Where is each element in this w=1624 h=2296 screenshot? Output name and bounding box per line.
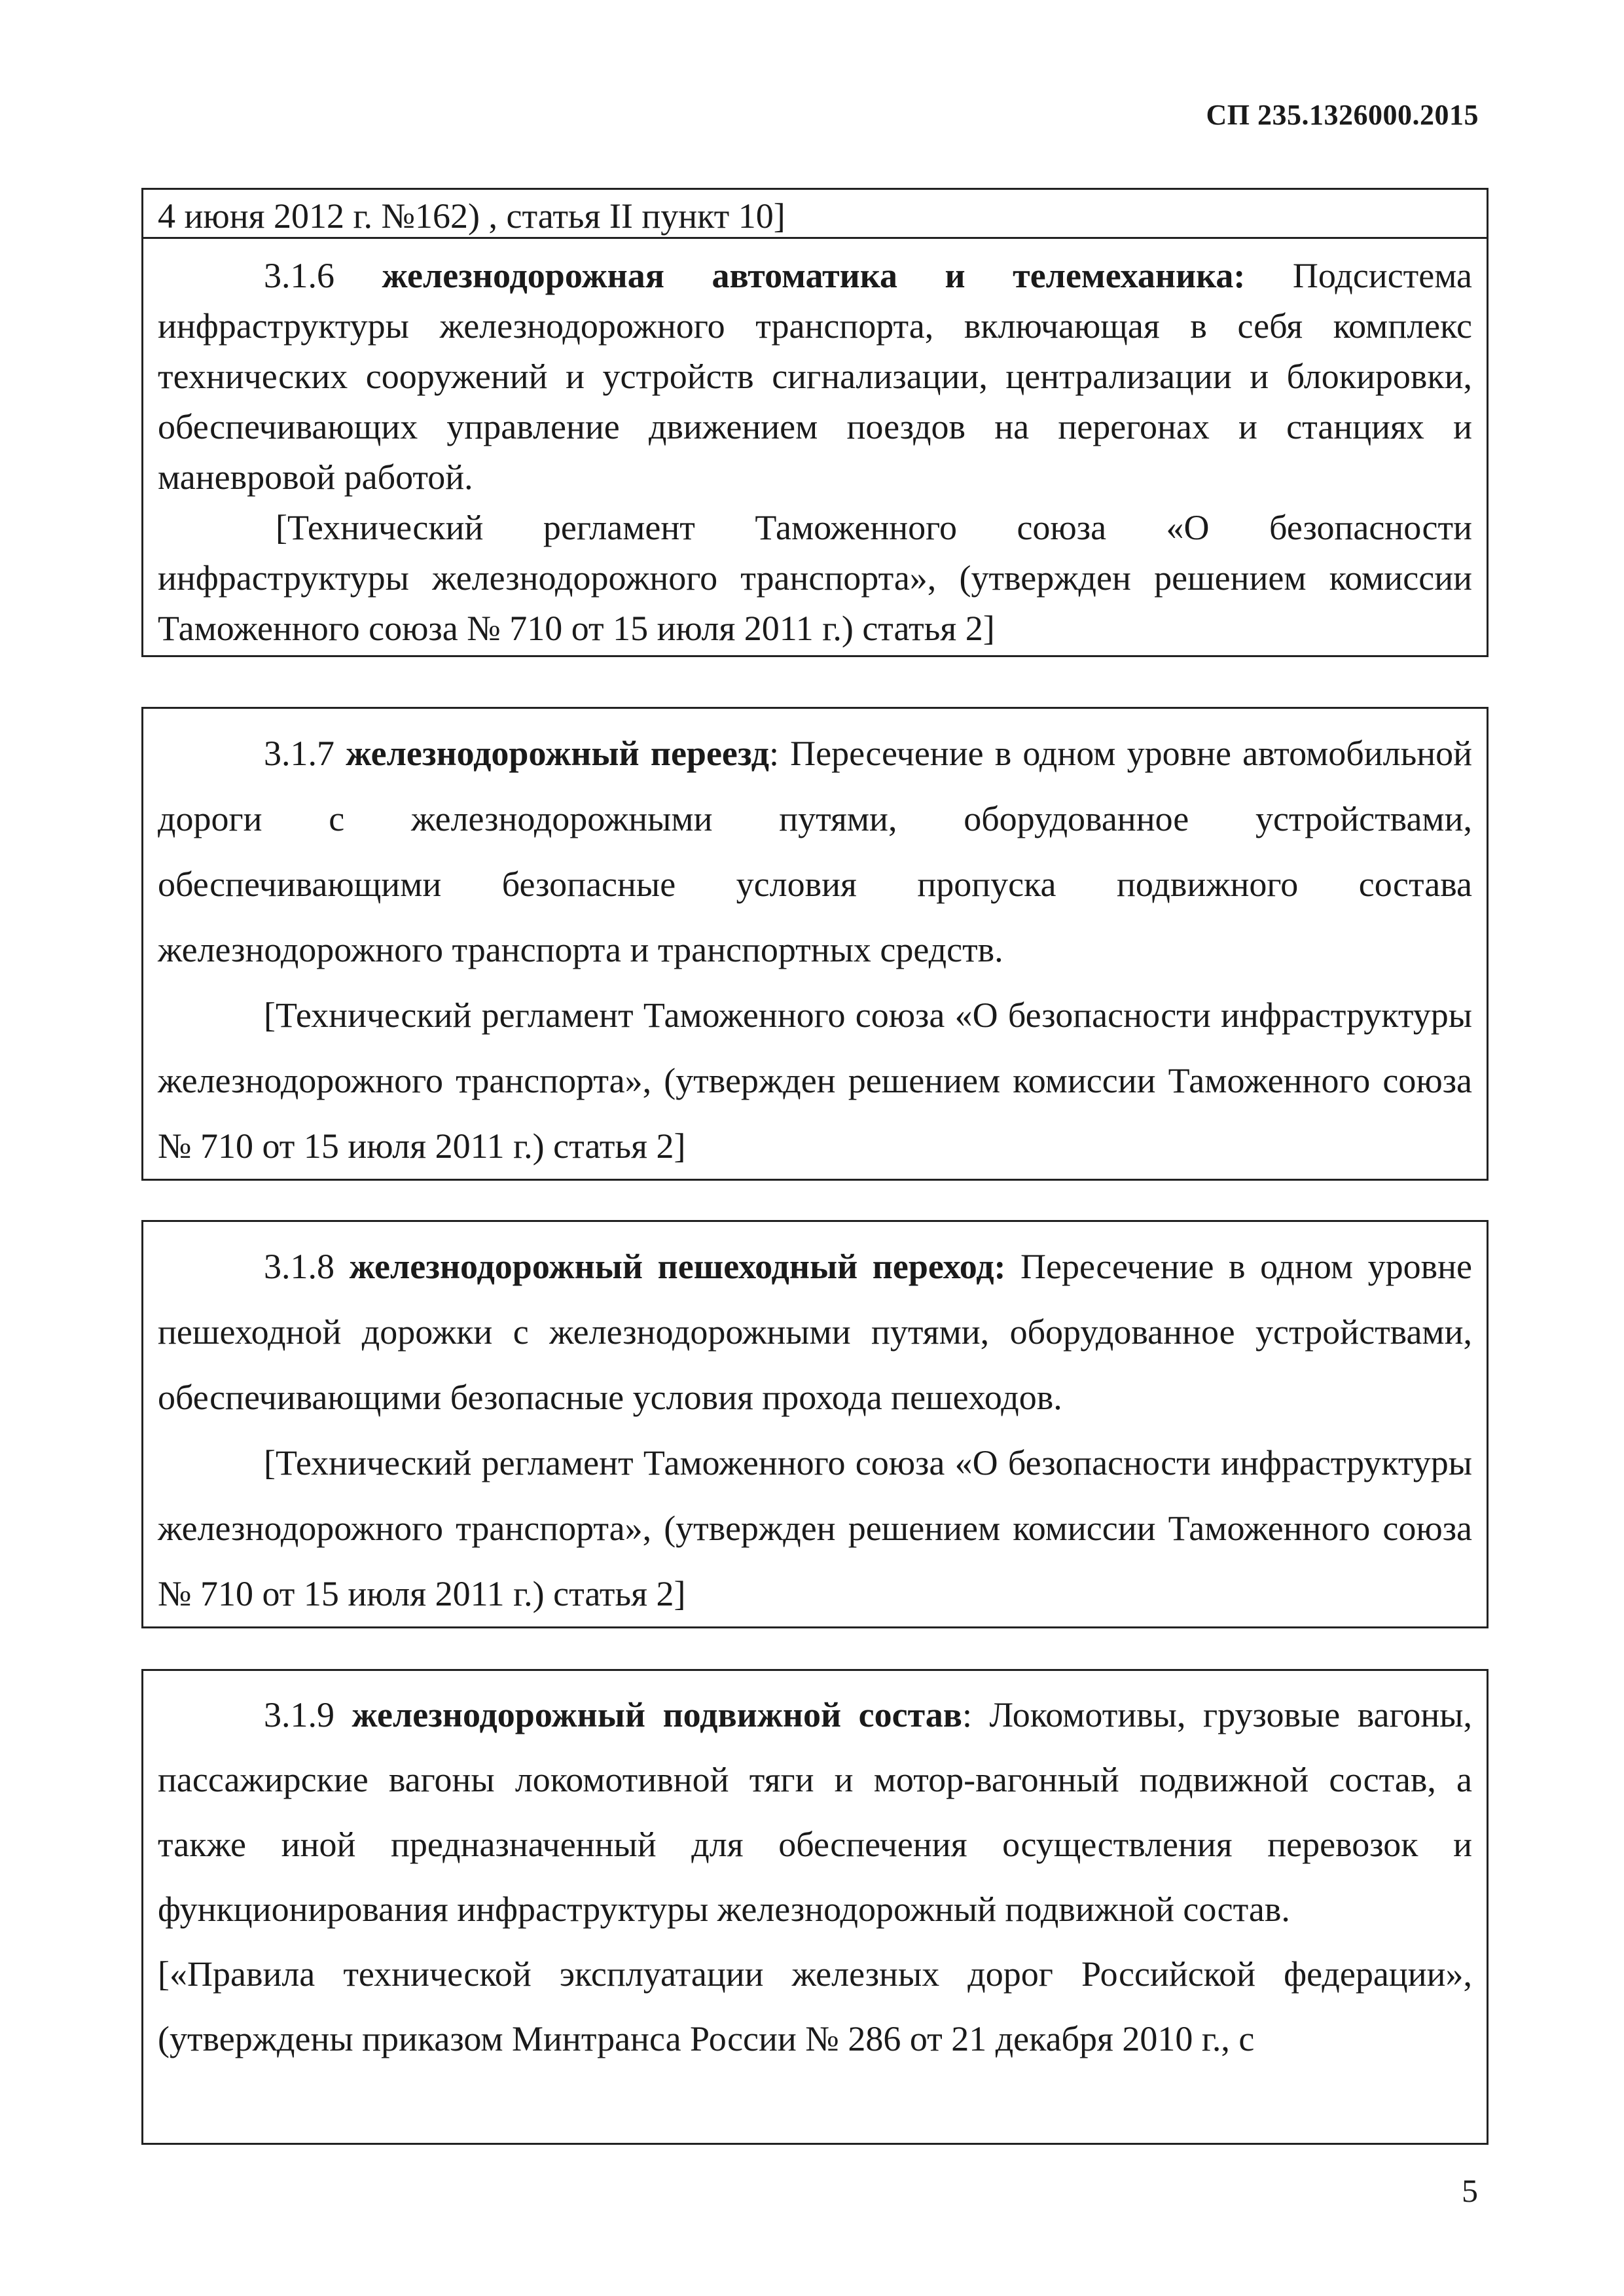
term-definition (158, 1234, 1472, 1430)
term-title: железнодорожный переезд (346, 734, 769, 773)
term-definition-text: Подсистема инфраструктуры железнодорожного транспорта, включающая в себя комплекс технических сооружений и устройств сигнализации, централизации и блокировки, обеспечивающих управление движением поездов на перегонах и станциях и маневровой работой. (158, 256, 1473, 497)
document-code: СП 235.1326000.2015 (1206, 99, 1479, 131)
term-definition-text: : Пересечение в одном уровне автомобильной дороги с железнодорожными путями, оборудованное устройствами, обеспечивающими безопасные условия пропуска подвижного состава железнодорожного транспорта и транспортных средств. (158, 734, 1473, 969)
term-definition-text: : Локомотивы, грузовые вагоны, пассажирские вагоны локомотивной тяги и мотор-вагонный подвижной состав, а также иной предназначенный для обеспечения осуществления перевозок и функционирования инфраструктуры железнодорожный подвижной состав. (158, 1695, 1472, 1929)
page-number: 5 (1462, 2172, 1478, 2209)
term-box-3-1-8 (141, 1220, 1489, 1628)
term-reference: [«Правила технической эксплуатации железных дорог Российской федерации», (утверждены приказом Минтранса России № 286 от 21 декабря 2010 г., с (158, 1954, 1472, 2058)
term-title: железнодорожная автоматика и телемеханика: (382, 256, 1246, 295)
continuation-box (141, 188, 1489, 239)
term-definition (158, 1683, 1472, 1942)
term-definition (158, 251, 1472, 503)
term-number: 3.1.6 (264, 256, 382, 295)
term-title: железнодорожный подвижной состав (352, 1695, 962, 1734)
term-reference: [Технический регламент Таможенного союза «О безопасности инфраструктуры железнодорожного транспорта», (утвержден решением комиссии Таможенного союза № 710 от 15 июля 2011 г.) статья 2] (158, 996, 1472, 1166)
term-definition (158, 721, 1472, 982)
term-definition-text: Пересечение в одном уровне пешеходной дорожки с железнодорожными путями, оборудованное устройствами, обеспечивающими безопасные условия прохода пешеходов. (158, 1247, 1472, 1417)
term-number: 3.1.8 (264, 1247, 350, 1286)
term-box-3-1-6 (141, 237, 1489, 657)
term-number: 3.1.7 (264, 734, 346, 773)
term-number: 3.1.9 (264, 1695, 352, 1734)
term-box-3-1-9 (141, 1669, 1489, 2145)
continuation-text: 4 июня 2012 г. №162) , статья II пункт 10] (158, 196, 785, 236)
term-title: железнодорожный пешеходный переход: (349, 1247, 1006, 1286)
term-box-3-1-7 (141, 707, 1489, 1181)
term-reference: [Технический регламент Таможенного союза «О безопасности инфраструктуры железнодорожного транспорта», (утвержден решением комиссии Таможенного союза № 710 от 15 июля 2011 г.) статья 2] (158, 1443, 1472, 1613)
term-reference: [Технический регламент Таможенного союза «О безопасности инфраструктуры железнодорожного транспорта», (утвержден решением комиссии Таможенного союза № 710 от 15 июля 2011 г.) статья 2] (158, 508, 1472, 648)
